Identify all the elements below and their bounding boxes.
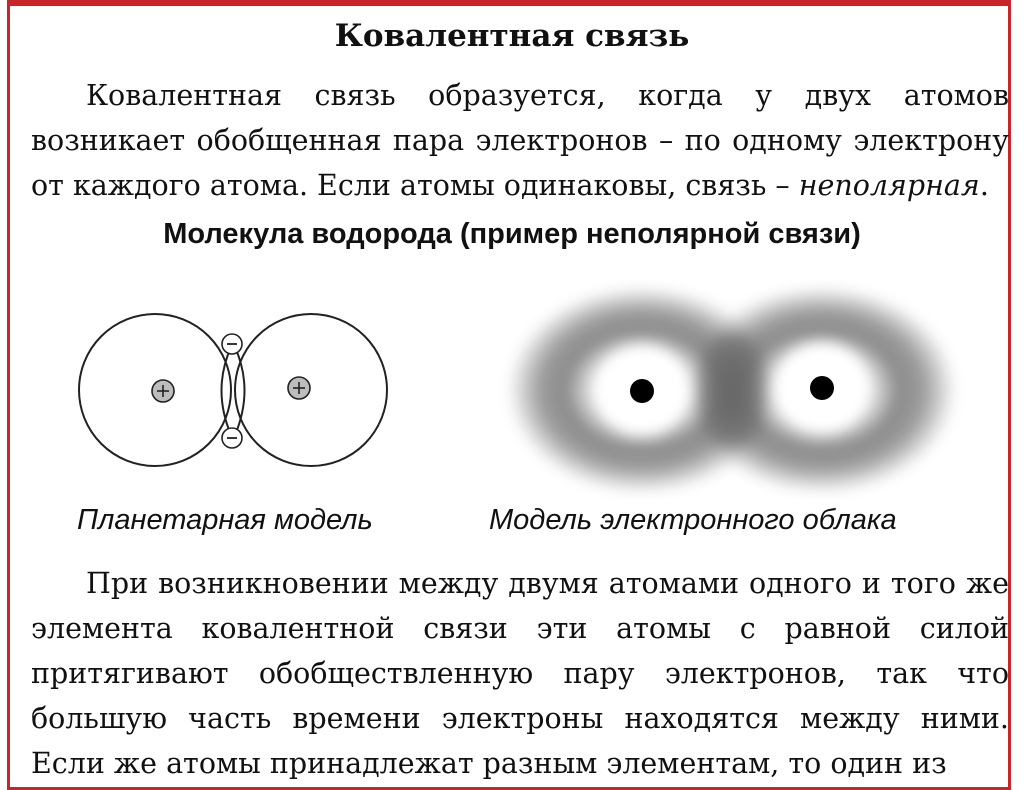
electron-cloud-diagram (480, 280, 1000, 500)
planetary-model-diagram (70, 295, 400, 490)
page-title: Ковалентная связь (334, 18, 690, 54)
intro-text: Ковалентная связь образуется, когда у двух атомов возникает обобщенная пара электронов – по одному электрону от каждого атома. Если атомы одинаковы, связь – (31, 79, 1009, 202)
body-paragraph (31, 561, 1009, 786)
planetary-caption: Планетарная модель (77, 504, 373, 536)
intro-end: . (979, 169, 989, 202)
intro-emphasis: неполярная (798, 169, 980, 202)
right-nucleus-dot (810, 376, 834, 400)
body-text: При возникновении между двумя атомами одного и того же элемента ковалентной связи эти атомы с равной силой притягивают обобществленную пару электронов, так что большую часть времени электроны находятся между ними. Если же атомы принадлежат разным элементам, то один из (31, 567, 1009, 780)
right-nucleus (288, 377, 310, 399)
left-nucleus (152, 380, 174, 402)
cloud-caption: Модель электронного облака (489, 504, 897, 536)
right-atom-orbit (235, 314, 387, 466)
top-electron (222, 334, 242, 354)
left-nucleus-dot (630, 379, 654, 403)
bonding-region (698, 334, 766, 446)
intro-paragraph (31, 73, 1009, 208)
bottom-electron (222, 428, 242, 448)
figure-heading: Молекула водорода (пример неполярной связи) (163, 218, 861, 250)
